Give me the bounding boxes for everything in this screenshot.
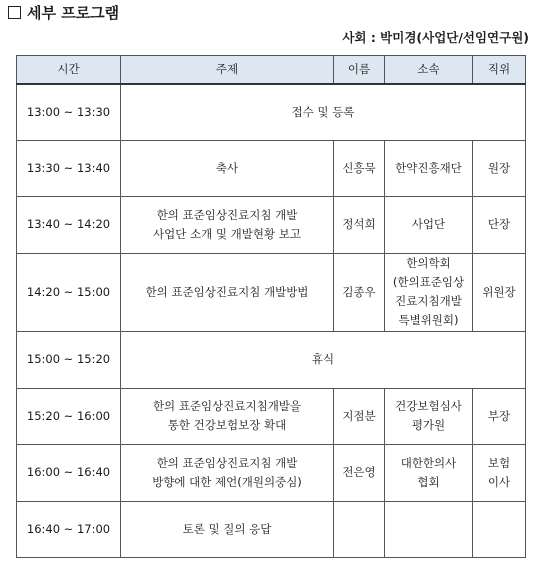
affiliation-line: 대한한의사 <box>400 455 457 470</box>
topic-cell <box>121 388 334 444</box>
table-row <box>17 196 526 253</box>
table-row <box>17 501 526 557</box>
name-cell: 김종우 <box>334 253 385 331</box>
table-row <box>17 84 526 140</box>
affiliation-line: 평가원 <box>411 418 446 432</box>
position-cell <box>473 501 526 557</box>
table-row <box>17 140 526 196</box>
header-time: 시간 <box>17 56 121 85</box>
section-heading <box>8 2 119 23</box>
topic-cell <box>121 444 334 501</box>
affiliation-line: 건강보험심사 <box>395 399 462 413</box>
affiliation-cell <box>385 388 473 444</box>
topic-cell: 한의 표준임상진료지침 개발방법 <box>121 253 334 331</box>
table-row <box>17 388 526 444</box>
affiliation-cell: 사업단 <box>385 196 473 253</box>
affiliation-cell <box>385 444 473 501</box>
affiliation-cell <box>385 501 473 557</box>
position-cell: 위원장 <box>473 253 526 331</box>
position-cell <box>473 444 526 501</box>
topic-cell: 축사 <box>121 140 334 196</box>
name-cell: 전은영 <box>334 444 385 501</box>
topic-cell <box>121 196 334 253</box>
header-name: 이름 <box>334 56 385 85</box>
name-cell: 신흥묵 <box>334 140 385 196</box>
topic-cell: 접수 및 등록 <box>121 84 526 140</box>
topic-line: 방향에 대한 제언(개원의중심) <box>152 474 302 489</box>
affiliation-line: 진료지침개발 <box>395 294 462 308</box>
affiliation-line: 협회 <box>417 474 440 489</box>
affiliation-cell: 한약진흥재단 <box>385 140 473 196</box>
time-cell: 15:20 ~ 16:00 <box>17 388 121 444</box>
name-cell: 정석희 <box>334 196 385 253</box>
affiliation-line: 특별위원회) <box>398 313 459 327</box>
table-row <box>17 253 526 331</box>
position-cell: 단장 <box>473 196 526 253</box>
affiliation-line: 한의학회 <box>406 256 451 270</box>
time-cell: 13:40 ~ 14:20 <box>17 196 121 253</box>
program-table <box>16 55 526 558</box>
position-cell: 원장 <box>473 140 526 196</box>
header-topic: 주제 <box>121 56 334 85</box>
section-title: 세부 프로그램 <box>27 4 120 22</box>
time-cell: 13:00 ~ 13:30 <box>17 84 121 140</box>
topic-cell: 토론 및 질의 응답 <box>121 501 334 557</box>
header-position: 직위 <box>473 56 526 85</box>
header-affiliation: 소속 <box>385 56 473 85</box>
time-cell: 16:40 ~ 17:00 <box>17 501 121 557</box>
table-header-row <box>17 56 526 85</box>
topic-cell: 휴식 <box>121 331 526 388</box>
topic-line: 통한 건강보험보장 확대 <box>167 418 287 432</box>
topic-line: 한의 표준임상진료지침 개발 <box>156 207 298 222</box>
time-cell: 14:20 ~ 15:00 <box>17 253 121 331</box>
position-line: 보험 <box>487 455 511 470</box>
name-cell <box>334 501 385 557</box>
time-cell: 13:30 ~ 13:40 <box>17 140 121 196</box>
name-cell: 지점분 <box>334 388 385 444</box>
topic-line: 한의 표준임상진료지침 개발 <box>156 455 298 470</box>
time-cell: 16:00 ~ 16:40 <box>17 444 121 501</box>
affiliation-cell <box>385 253 473 331</box>
position-cell: 부장 <box>473 388 526 444</box>
moderator-label: 사회 : 박미경(사업단/선임연구원) <box>342 30 529 45</box>
table-row <box>17 444 526 501</box>
time-cell: 15:00 ~ 15:20 <box>17 331 121 388</box>
position-line: 이사 <box>487 474 511 489</box>
affiliation-line: (한의표준임상 <box>392 275 465 289</box>
table-row <box>17 331 526 388</box>
checkbox-square-icon <box>8 6 21 19</box>
topic-line: 한의 표준임상진료지침개발을 <box>152 399 302 413</box>
topic-line: 사업단 소개 및 개발현황 보고 <box>153 226 301 241</box>
